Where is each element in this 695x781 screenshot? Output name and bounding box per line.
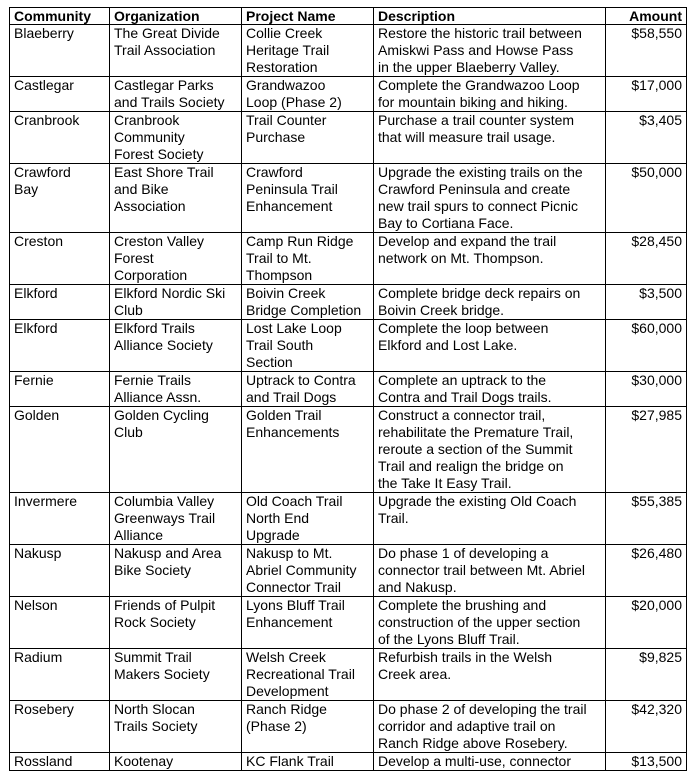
cell-community: Crawford Bay xyxy=(10,164,110,233)
cell-description: Construct a connector trail, rehabilitate the Premature Trail, reroute a section of the Summit Trail and realign the bridge on the Take It Easy Trail. xyxy=(374,407,606,493)
cell-project-name: Trail Counter Purchase xyxy=(242,112,374,164)
table-row xyxy=(10,753,687,771)
cell-community: Creston xyxy=(10,233,110,285)
cell-description: Refurbish trails in the Welsh Creek area. xyxy=(374,649,606,701)
cell-organization: The Great Divide Trail Association xyxy=(110,25,242,77)
cell-project-name: Grandwazoo Loop (Phase 2) xyxy=(242,77,374,112)
cell-description: Upgrade the existing trails on the Crawford Peninsula and create new trail spurs to connect Picnic Bay to Cortiana Face. xyxy=(374,164,606,233)
cell-community: Golden xyxy=(10,407,110,493)
table-row xyxy=(10,233,687,285)
table-row xyxy=(10,25,687,77)
cell-project-name: Welsh Creek Recreational Trail Development xyxy=(242,649,374,701)
cell-project-name: Crawford Peninsula Trail Enhancement xyxy=(242,164,374,233)
table-row xyxy=(10,112,687,164)
cell-project-name: Ranch Ridge (Phase 2) xyxy=(242,701,374,753)
cell-organization: Creston Valley Forest Corporation xyxy=(110,233,242,285)
cell-community: Cranbrook xyxy=(10,112,110,164)
cell-organization: Fernie Trails Alliance Assn. xyxy=(110,372,242,407)
cell-project-name: Lost Lake Loop Trail South Section xyxy=(242,320,374,372)
header-row xyxy=(10,8,687,25)
cell-community: Invermere xyxy=(10,493,110,545)
cell-organization: Castlegar Parks and Trails Society xyxy=(110,77,242,112)
cell-project-name: KC Flank Trail xyxy=(242,753,374,771)
cell-community: Blaeberry xyxy=(10,25,110,77)
cell-amount: $50,000 xyxy=(606,164,687,233)
cell-description: Develop a multi-use, connector xyxy=(374,753,606,771)
cell-description: Upgrade the existing Old Coach Trail. xyxy=(374,493,606,545)
cell-organization: Nakusp and Area Bike Society xyxy=(110,545,242,597)
cell-amount: $28,450 xyxy=(606,233,687,285)
cell-amount: $30,000 xyxy=(606,372,687,407)
table-row xyxy=(10,164,687,233)
cell-community: Fernie xyxy=(10,372,110,407)
cell-project-name: Old Coach Trail North End Upgrade xyxy=(242,493,374,545)
table-row xyxy=(10,493,687,545)
table-row xyxy=(10,649,687,701)
cell-description: Complete the loop between Elkford and Lost Lake. xyxy=(374,320,606,372)
cell-amount: $26,480 xyxy=(606,545,687,597)
cell-organization: Friends of Pulpit Rock Society xyxy=(110,597,242,649)
cell-description: Do phase 1 of developing a connector trail between Mt. Abriel and Nakusp. xyxy=(374,545,606,597)
cell-amount: $60,000 xyxy=(606,320,687,372)
cell-project-name: Boivin Creek Bridge Completion xyxy=(242,285,374,320)
header-community: Community xyxy=(10,8,110,25)
cell-amount: $27,985 xyxy=(606,407,687,493)
cell-organization: Kootenay xyxy=(110,753,242,771)
cell-community: Rossland xyxy=(10,753,110,771)
cell-description: Complete the Grandwazoo Loop for mountain biking and hiking. xyxy=(374,77,606,112)
table-body xyxy=(10,25,687,771)
header-description: Description xyxy=(374,8,606,25)
cell-description: Complete bridge deck repairs on Boivin Creek bridge. xyxy=(374,285,606,320)
cell-project-name: Golden Trail Enhancements xyxy=(242,407,374,493)
cell-description: Complete an uptrack to the Contra and Trail Dogs trails. xyxy=(374,372,606,407)
cell-amount: $17,000 xyxy=(606,77,687,112)
cell-community: Nakusp xyxy=(10,545,110,597)
cell-amount: $58,550 xyxy=(606,25,687,77)
cell-project-name: Collie Creek Heritage Trail Restoration xyxy=(242,25,374,77)
cell-organization: Elkford Trails Alliance Society xyxy=(110,320,242,372)
table-row xyxy=(10,701,687,753)
cell-organization: Columbia Valley Greenways Trail Alliance xyxy=(110,493,242,545)
cell-community: Nelson xyxy=(10,597,110,649)
table-row xyxy=(10,597,687,649)
table-row xyxy=(10,285,687,320)
cell-community: Rosebery xyxy=(10,701,110,753)
cell-description: Complete the brushing and construction of the upper section of the Lyons Bluff Trail. xyxy=(374,597,606,649)
cell-project-name: Camp Run Ridge Trail to Mt. Thompson xyxy=(242,233,374,285)
cell-amount: $13,500 xyxy=(606,753,687,771)
cell-description: Purchase a trail counter system that will measure trail usage. xyxy=(374,112,606,164)
header-amount: Amount xyxy=(606,8,687,25)
header-project-name: Project Name xyxy=(242,8,374,25)
funding-table-container xyxy=(9,7,686,771)
table-row xyxy=(10,372,687,407)
table-row xyxy=(10,407,687,493)
cell-community: Elkford xyxy=(10,320,110,372)
cell-amount: $3,500 xyxy=(606,285,687,320)
cell-organization: Cranbrook Community Forest Society xyxy=(110,112,242,164)
cell-description: Develop and expand the trail network on Mt. Thompson. xyxy=(374,233,606,285)
cell-project-name: Nakusp to Mt. Abriel Community Connector Trail xyxy=(242,545,374,597)
cell-amount: $3,405 xyxy=(606,112,687,164)
trail-projects-table xyxy=(9,7,687,771)
cell-organization: Elkford Nordic Ski Club xyxy=(110,285,242,320)
cell-description: Do phase 2 of developing the trail corridor and adaptive trail on Ranch Ridge above Rosebery. xyxy=(374,701,606,753)
table-row xyxy=(10,77,687,112)
cell-amount: $9,825 xyxy=(606,649,687,701)
cell-project-name: Uptrack to Contra and Trail Dogs xyxy=(242,372,374,407)
cell-organization: Golden Cycling Club xyxy=(110,407,242,493)
table-row xyxy=(10,320,687,372)
cell-organization: East Shore Trail and Bike Association xyxy=(110,164,242,233)
cell-community: Castlegar xyxy=(10,77,110,112)
cell-description: Restore the historic trail between Amiskwi Pass and Howse Pass in the upper Blaeberry Valley. xyxy=(374,25,606,77)
cell-organization: Summit Trail Makers Society xyxy=(110,649,242,701)
cell-amount: $20,000 xyxy=(606,597,687,649)
cell-project-name: Lyons Bluff Trail Enhancement xyxy=(242,597,374,649)
cell-amount: $42,320 xyxy=(606,701,687,753)
table-row xyxy=(10,545,687,597)
cell-community: Elkford xyxy=(10,285,110,320)
header-organization: Organization xyxy=(110,8,242,25)
cell-organization: North Slocan Trails Society xyxy=(110,701,242,753)
cell-amount: $55,385 xyxy=(606,493,687,545)
cell-community: Radium xyxy=(10,649,110,701)
